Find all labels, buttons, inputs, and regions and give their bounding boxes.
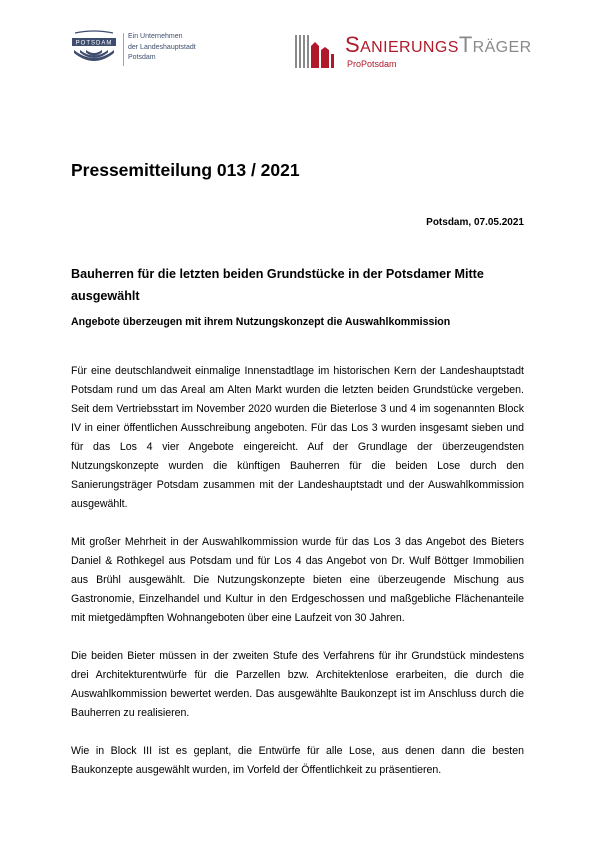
potsdam-logo-text <box>128 32 248 64</box>
brand-t: T <box>458 32 473 57</box>
brand-subtitle: ProPotsdam <box>347 59 397 69</box>
paragraph: Die beiden Bieter müssen in der zweiten Stufe des Verfahrens für ihr Grundstück mindestens drei Architekturentwürfe für die Parzellen bzw. Architektenlose erarbeiten, die durch die Auswahlkommission bewertet werden. Das ausgewählte Baukonzept ist im Anschluss durch die Bauherren zu realisieren. <box>71 650 524 719</box>
subheadline: Angebote überzeugen mit ihrem Nutzungskonzept die Auswahlkommission <box>71 316 451 328</box>
potsdam-emblem-icon <box>71 30 117 70</box>
brand-raeger: RÄGER <box>472 39 532 56</box>
paragraph: Wie in Block III ist es geplant, die Entwürfe für alle Lose, aus denen dann die besten Baukonzepte ausgewählt wurden, im Vorfeld der Öffentlichkeit zu präsentieren. <box>71 745 524 776</box>
brand-name <box>345 32 532 58</box>
headline: Bauherren für die letzten beiden Grundstücke in der Potsdamer Mitte ausgewählt <box>71 267 484 303</box>
brand-s: S <box>345 32 361 57</box>
potsdam-logo <box>71 30 241 70</box>
logo-line-3: Potsdam <box>128 54 156 61</box>
document-title: Pressemitteilung 013 / 2021 <box>71 160 300 180</box>
logo-divider <box>123 33 124 66</box>
body-text <box>71 362 524 799</box>
logo-line-1: Ein Unternehmen <box>128 33 183 40</box>
logo-line-2: der Landeshauptstadt <box>128 43 196 51</box>
paragraph: Mit großer Mehrheit in der Auswahlkommission wurde für das Los 3 das Angebot des Bieters Daniel & Rothkegel aus Potsdam und für Los 4 das Angebot von Dr. Wulf Böttger Immobilien aus Brühl ausgewählt. Die Nutzungskonzepte bieten eine überzeugende Mischung aus Gastronomie, Einzelhandel und Kultur in den Erdgeschossen und maßgebliche Flächenanteile mit mietgedämpften Wohnangeboten über eine Laufzeit von 30 Jahren. <box>71 536 524 624</box>
paragraph: Für eine deutschlandweit einmalige Innenstadtlage im historischen Kern der Landeshauptstadt Potsdam rund um das Areal am Alten Markt wurden die letzten beiden Grundstücke vergeben. Seit dem Vertriebsstart im November 2020 wurden die Bieterlose 3 und 4 im sogenannten Block IV in einer öffentlichen Ausschreibung angeboten. Für das Los 3 wurden insgesamt sieben und für das Los 4 vier Angebote eingereicht. Auf der Grundlage der überzeugendsten Nutzungskonzepte wurden die künftigen Bauherren für die beiden Lose durch den Sanierungsträger Potsdam zusammen mit der Landeshauptstadt und der Auswahlkommission ausgewählt. <box>71 365 524 510</box>
svg-text:POTSDAM: POTSDAM <box>75 40 113 47</box>
sanierungstraeger-logo <box>295 32 565 74</box>
place-date: Potsdam, 07.05.2021 <box>426 217 524 228</box>
brand-anierungs: ANIERUNGS <box>360 39 459 56</box>
building-bars-icon <box>295 32 335 72</box>
